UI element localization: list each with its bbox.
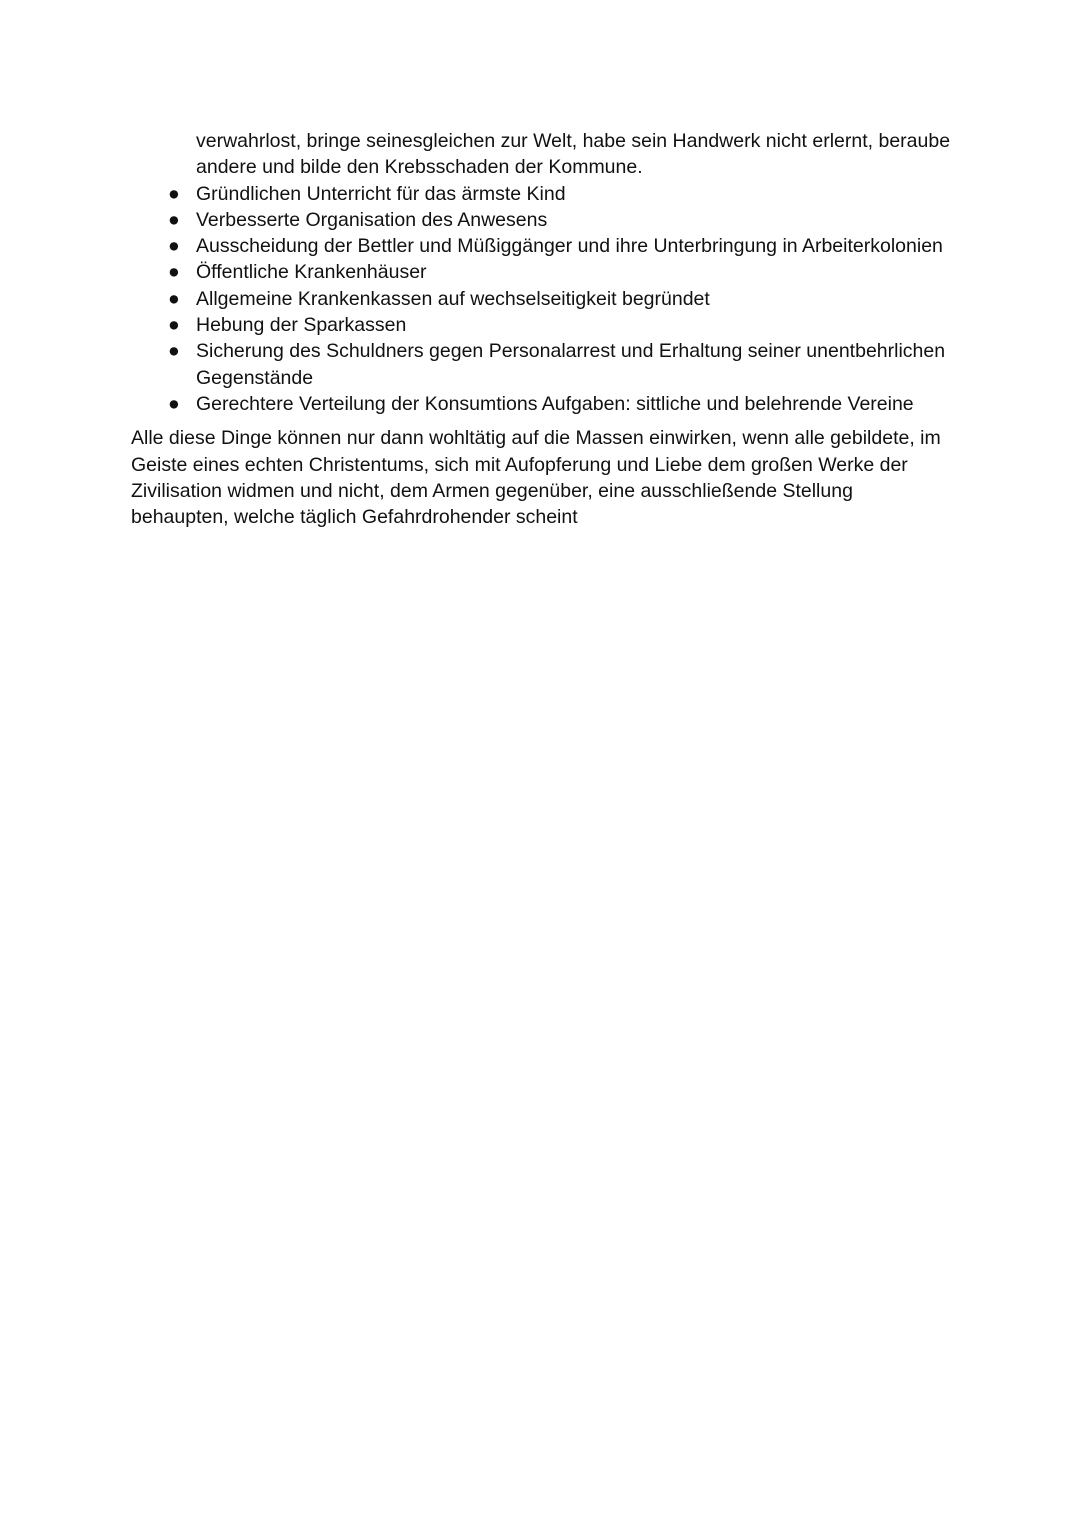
list-item-text: Sicherung des Schuldners gegen Personalarrest und Erhaltung seiner unentbehrlichen Gegenstände (196, 340, 946, 389)
list-item (131, 233, 951, 259)
list-item (131, 259, 951, 285)
bullet-icon: ● (168, 182, 180, 205)
list-item (131, 338, 951, 391)
list-item (131, 181, 951, 207)
bullet-icon: ● (168, 314, 180, 337)
list-item-text: Gerechtere Verteilung der Konsumtions Aufgaben: sittliche und belehrende Vereine (196, 392, 914, 415)
bullet-icon: ● (168, 340, 180, 363)
bullet-list (131, 181, 951, 418)
list-item (131, 286, 951, 312)
list-item-text: Ausscheidung der Bettler und Müßiggänger und ihre Unterbringung in Arbeiterkolonien (196, 235, 943, 258)
list-item-text: Verbesserte Organisation des Anwesens (196, 208, 548, 231)
list-item (131, 312, 951, 338)
list-item-text: Öffentliche Krankenhäuser (196, 261, 427, 284)
closing-paragraph: Alle diese Dinge können nur dann wohltätig auf die Massen einwirken, wenn alle gebildete, im Geiste eines echten Christentums, sich mit Aufopferung und Liebe dem großen Werke der Zivilisation widmen und nicht, dem Armen gegenüber, eine ausschließende Stellung behaupten, welche täglich Gefahrdrohender scheint (131, 427, 941, 529)
bullet-icon: ● (168, 287, 180, 310)
list-item (131, 207, 951, 233)
bullet-icon: ● (168, 208, 180, 231)
document-body (131, 128, 951, 530)
continuation-paragraph: verwahrlost, bringe seinesgleichen zur Welt, habe sein Handwerk nicht erlernt, beraube andere und bilde den Krebsschaden der Kommune. (196, 130, 951, 179)
bullet-icon: ● (168, 235, 180, 258)
list-item-text: Allgemeine Krankenkassen auf wechselseitigkeit begründet (196, 287, 710, 310)
list-item (131, 391, 951, 417)
bullet-icon: ● (168, 261, 180, 284)
bullet-icon: ● (168, 392, 180, 415)
list-item-text: Hebung der Sparkassen (196, 314, 407, 337)
list-item-text: Gründlichen Unterricht für das ärmste Kind (196, 182, 566, 205)
